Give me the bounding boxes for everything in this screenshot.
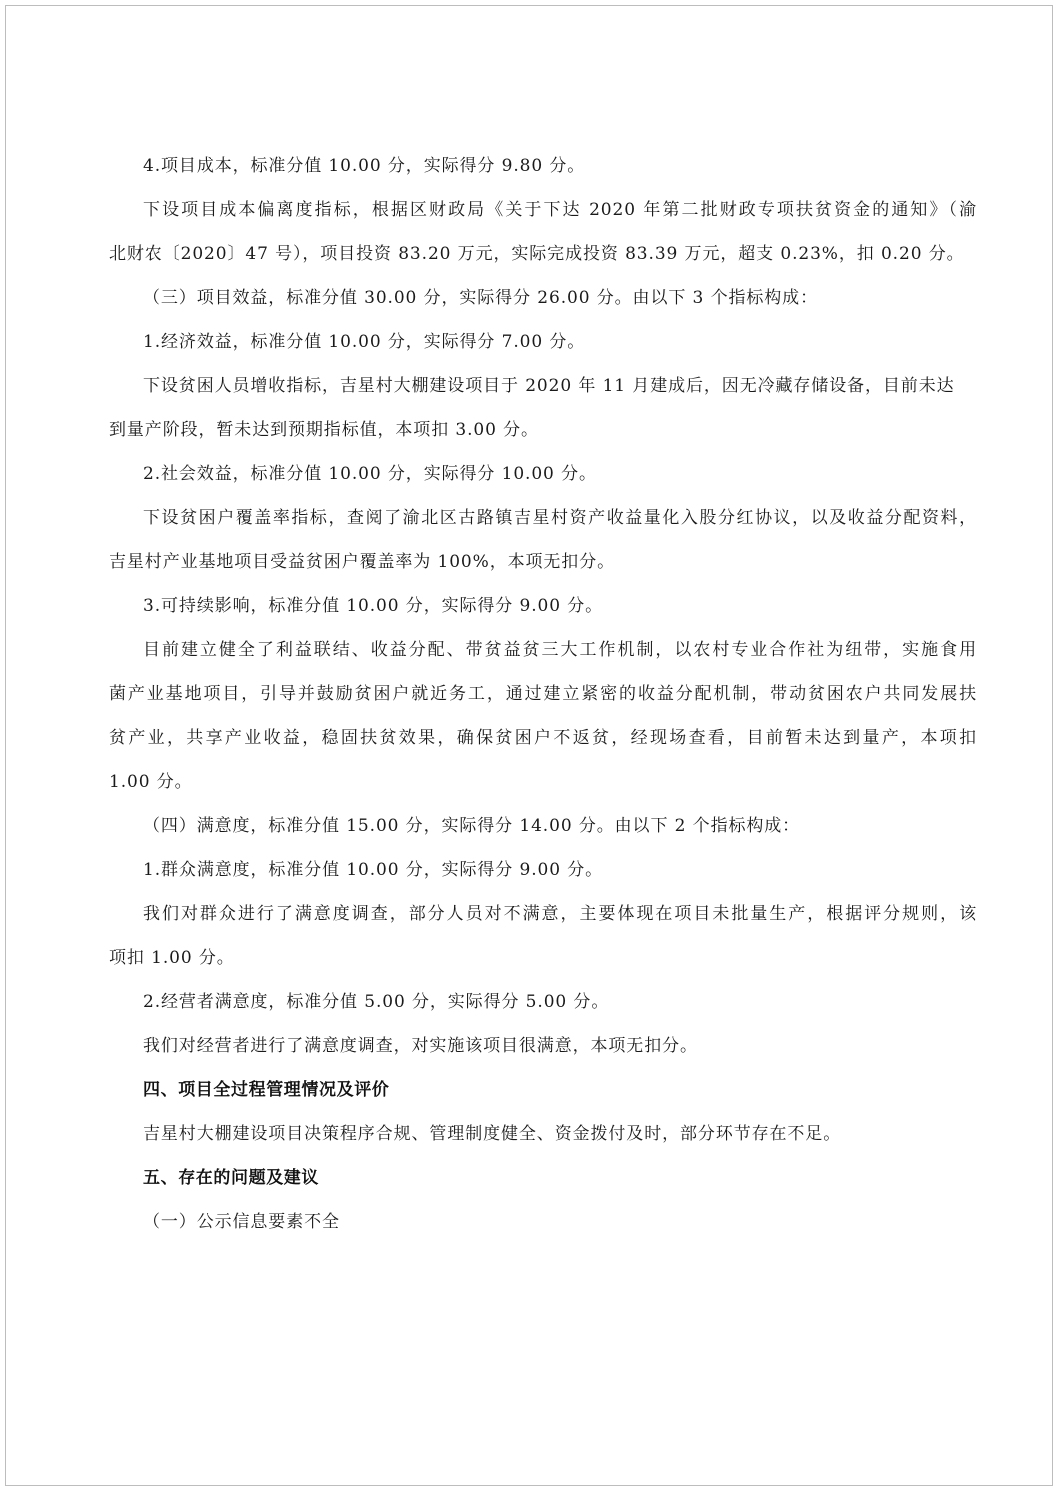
paragraph-line: 项扣 1.00 分。: [109, 948, 235, 968]
document-page: [5, 5, 1053, 1486]
section-heading: 五、存在的问题及建议: [143, 1168, 319, 1188]
paragraph-line: 1.00 分。: [109, 772, 193, 792]
subsection-heading: （一）公示信息要素不全: [143, 1212, 340, 1232]
paragraph-line: 吉星村产业基地项目受益贫困户覆盖率为 100%，本项无扣分。: [109, 552, 616, 572]
paragraph-line: 下设贫困户覆盖率指标，查阅了渝北区古路镇吉星村资产收益量化入股分红协议，以及收益分配资料，: [143, 508, 977, 528]
paragraph-line: 目前建立健全了利益联结、收益分配、带贫益贫三大工作机制，以农村专业合作社为纽带，实施食用: [143, 640, 977, 660]
paragraph-line: 贫产业，共享产业收益，稳固扶贫效果，确保贫困户不返贫，经现场查看，目前暂未达到量产，本项扣: [109, 728, 977, 748]
paragraph-line: 2.经营者满意度，标准分值 5.00 分，实际得分 5.00 分。: [143, 992, 610, 1012]
paragraph-line: 1.群众满意度，标准分值 10.00 分，实际得分 9.00 分。: [143, 860, 604, 880]
paragraph-line: 下设贫困人员增收指标，吉星村大棚建设项目于 2020 年 11 月建成后，因无冷藏存储设备，目前未达: [143, 376, 955, 396]
paragraph-line: 我们对群众进行了满意度调查，部分人员对不满意，主要体现在项目未批量生产，根据评分规则，该: [143, 904, 977, 924]
paragraph-line: 我们对经营者进行了满意度调查，对实施该项目很满意，本项无扣分。: [143, 1036, 698, 1056]
paragraph-line: 下设项目成本偏离度指标，根据区财政局《关于下达 2020 年第二批财政专项扶贫资金的通知》（渝: [143, 200, 977, 220]
paragraph-line: 吉星村大棚建设项目决策程序合规、管理制度健全、资金拨付及时，部分环节存在不足。: [143, 1124, 842, 1144]
section-heading: 四、项目全过程管理情况及评价: [143, 1080, 390, 1100]
paragraph-line: 1.经济效益，标准分值 10.00 分，实际得分 7.00 分。: [143, 332, 586, 352]
paragraph-line: （四）满意度，标准分值 15.00 分，实际得分 14.00 分。由以下 2 个指标构成：: [143, 816, 801, 836]
paragraph-line: （三）项目效益，标准分值 30.00 分，实际得分 26.00 分。由以下 3 个指标构成：: [143, 288, 818, 308]
paragraph-line: 3.可持续影响，标准分值 10.00 分，实际得分 9.00 分。: [143, 596, 604, 616]
paragraph-line: 菌产业基地项目，引导并鼓励贫困户就近务工，通过建立紧密的收益分配机制，带动贫困农户共同发展扶: [109, 684, 977, 704]
paragraph-line: 到量产阶段，暂未达到预期指标值，本项扣 3.00 分。: [109, 420, 539, 440]
paragraph-line: 北财农〔2020〕47 号），项目投资 83.20 万元，实际完成投资 83.39 万元，超支 0.23%，扣 0.20 分。: [109, 244, 965, 264]
paragraph-line: 2.社会效益，标准分值 10.00 分，实际得分 10.00 分。: [143, 464, 597, 484]
paragraph-line: 4.项目成本，标准分值 10.00 分，实际得分 9.80 分。: [143, 156, 586, 176]
